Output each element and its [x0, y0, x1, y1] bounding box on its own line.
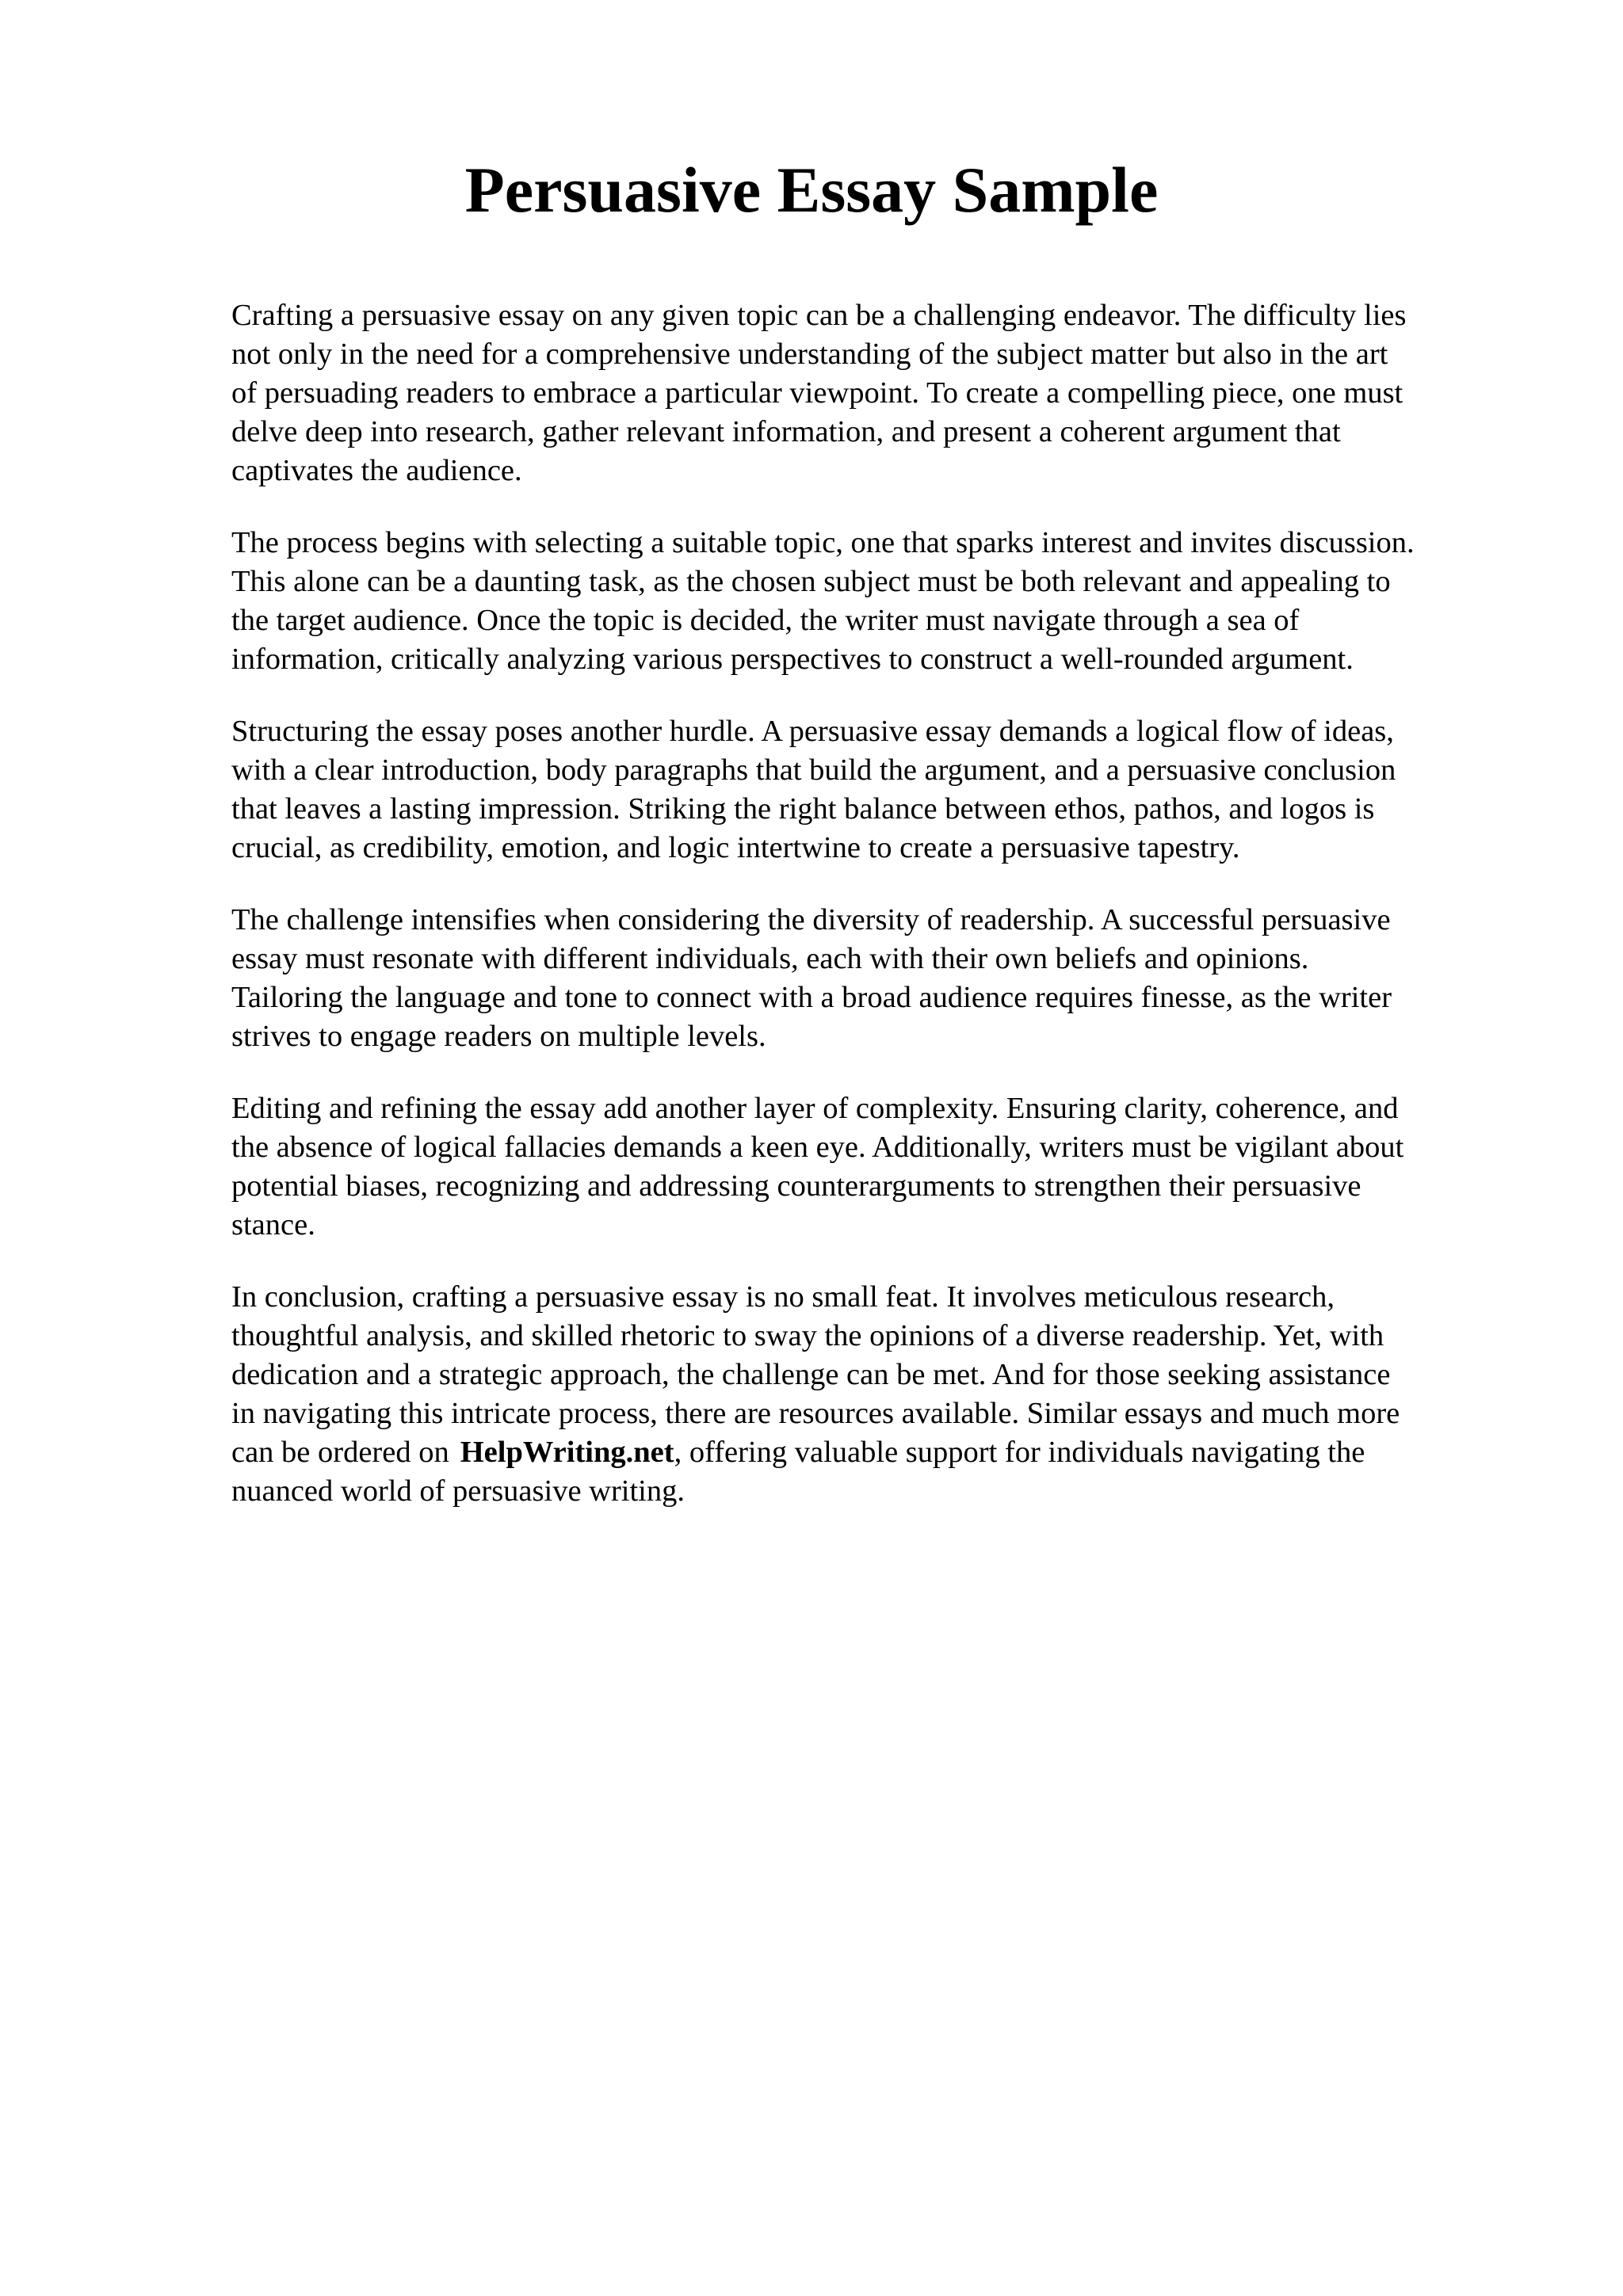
text-line: In conclusion, crafting a persuasive essay is no small feat. It involves meticulous research, — [231, 1280, 1335, 1314]
essay-body — [231, 296, 1515, 1544]
helpwriting-link[interactable]: HelpWriting.net — [460, 1436, 674, 1469]
text-line: The challenge intensifies when considering the diversity of readership. A successful persuasive — [231, 903, 1391, 936]
text-line: strives to engage readers on multiple levels. — [231, 1020, 766, 1053]
text-line: the absence of logical fallacies demands a keen eye. Additionally, writers must be vigilant about — [231, 1131, 1404, 1164]
text-line: essay must resonate with different individuals, each with their own beliefs and opinions. — [231, 942, 1309, 975]
link-suffix-text: , offering valuable support for individuals navigating the — [674, 1436, 1365, 1469]
text-line: Tailoring the language and tone to connect with a broad audience requires finesse, as the writer — [231, 981, 1392, 1014]
paragraph-3 — [231, 712, 1515, 868]
text-line: the target audience. Once the topic is decided, the writer must navigate through a sea of — [231, 604, 1300, 637]
text-line: thoughtful analysis, and skilled rhetoric to sway the opinions of a diverse readership. Yet, with — [231, 1319, 1384, 1352]
page-title: Persuasive Essay Sample — [464, 154, 1159, 226]
text-line: Crafting a persuasive essay on any given topic can be a challenging endeavor. The difficulty lies — [231, 299, 1407, 332]
text-line-with-link — [231, 1433, 1515, 1472]
text-line: captivates the audience. — [231, 454, 522, 487]
text-line: information, critically analyzing various perspectives to construct a well-rounded argument. — [231, 643, 1354, 676]
text-line: with a clear introduction, body paragraphs that build the argument, and a persuasive conclusion — [231, 753, 1396, 787]
paragraph-2 — [231, 524, 1515, 679]
text-line: of persuading readers to embrace a particular viewpoint. To create a compelling piece, one must — [231, 376, 1403, 410]
text-line: in navigating this intricate process, there are resources available. Similar essays and much more — [231, 1397, 1400, 1430]
text-line: Structuring the essay poses another hurdle. A persuasive essay demands a logical flow of ideas, — [231, 715, 1394, 748]
text-line: This alone can be a daunting task, as the chosen subject must be both relevant and appealing to — [231, 565, 1391, 598]
link-prefix-text: can be ordered on — [231, 1436, 449, 1469]
paragraph-conclusion — [231, 1278, 1515, 1511]
paragraph-1 — [231, 296, 1515, 490]
paragraph-5 — [231, 1089, 1515, 1245]
text-line: The process begins with selecting a suitable topic, one that sparks interest and invites discussion. — [231, 526, 1415, 559]
text-line: potential biases, recognizing and addressing counterarguments to strengthen their persuasive — [231, 1169, 1361, 1203]
text-line: that leaves a lasting impression. Striking the right balance between ethos, pathos, and logos is — [231, 792, 1375, 826]
paragraph-4 — [231, 901, 1515, 1056]
text-line: stance. — [231, 1208, 315, 1241]
text-line: dedication and a strategic approach, the challenge can be met. And for those seeking assistance — [231, 1358, 1391, 1391]
text-line: not only in the need for a comprehensive understanding of the subject matter but also in the art — [231, 338, 1388, 371]
text-line: Editing and refining the essay add another layer of complexity. Ensuring clarity, coherence, and — [231, 1092, 1399, 1125]
text-line: delve deep into research, gather relevant information, and present a coherent argument that — [231, 415, 1341, 448]
text-line: crucial, as credibility, emotion, and logic intertwine to create a persuasive tapestry. — [231, 831, 1240, 864]
text-line: nuanced world of persuasive writing. — [231, 1474, 685, 1508]
